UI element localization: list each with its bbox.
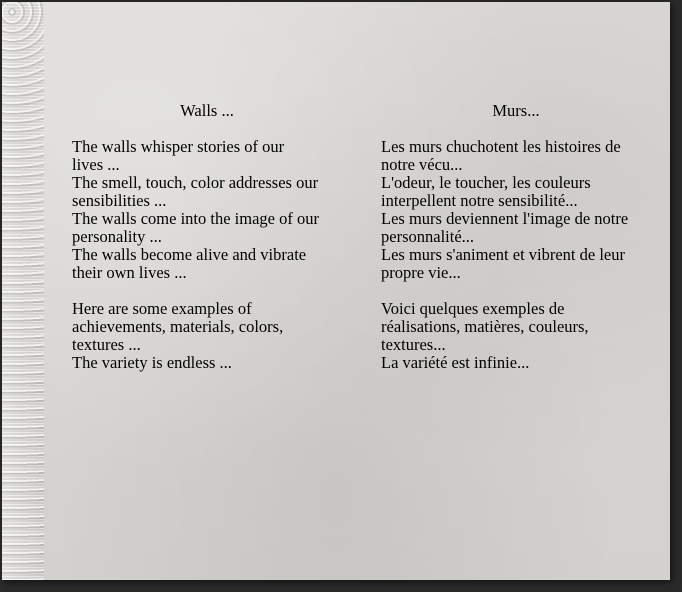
french-line-4: interpellent notre sensibilité... — [381, 191, 578, 210]
english-column — [72, 102, 362, 372]
english-line-1: The walls whisper stories of our — [72, 137, 285, 156]
english-line-12: The variety is endless ... — [72, 353, 232, 372]
english-line-3: The smell, touch, color addresses our — [72, 173, 319, 192]
french-line-6: personnalité... — [381, 227, 475, 246]
french-line-10: réalisations, matières, couleurs, — [381, 317, 589, 336]
english-line-11: textures ... — [72, 335, 141, 354]
english-line-5: The walls come into the image of our — [72, 209, 319, 228]
french-line-3: L'odeur, le toucher, les couleurs — [381, 173, 591, 192]
english-heading: Walls ... — [180, 101, 234, 120]
french-line-1: Les murs chuchotent les histoires de — [381, 137, 621, 156]
english-line-9: Here are some examples of — [72, 299, 252, 318]
french-line-12: La variété est infinie... — [381, 353, 530, 372]
english-line-7: The walls become alive and vibrate — [72, 245, 307, 264]
paragraph-spacer — [72, 282, 362, 300]
french-heading: Murs... — [492, 101, 540, 120]
english-line-2: lives ... — [72, 155, 120, 174]
french-line-2: notre vécu... — [381, 155, 463, 174]
textured-wall-panel — [2, 2, 670, 580]
stucco-texture-edge — [2, 2, 44, 580]
english-line-4: sensibilities ... — [72, 191, 167, 210]
french-line-9: Voici quelques exemples de — [381, 299, 565, 318]
french-column — [381, 102, 670, 372]
english-line-6: personality ... — [72, 227, 162, 246]
french-line-5: Les murs deviennent l'image de notre — [381, 209, 629, 228]
paragraph-spacer — [381, 282, 670, 300]
french-line-8: propre vie... — [381, 263, 461, 282]
french-line-7: Les murs s'animent et vibrent de leur — [381, 245, 625, 264]
english-line-10: achievements, materials, colors, — [72, 317, 284, 336]
english-line-8: their own lives ... — [72, 263, 187, 282]
french-line-11: textures... — [381, 335, 446, 354]
